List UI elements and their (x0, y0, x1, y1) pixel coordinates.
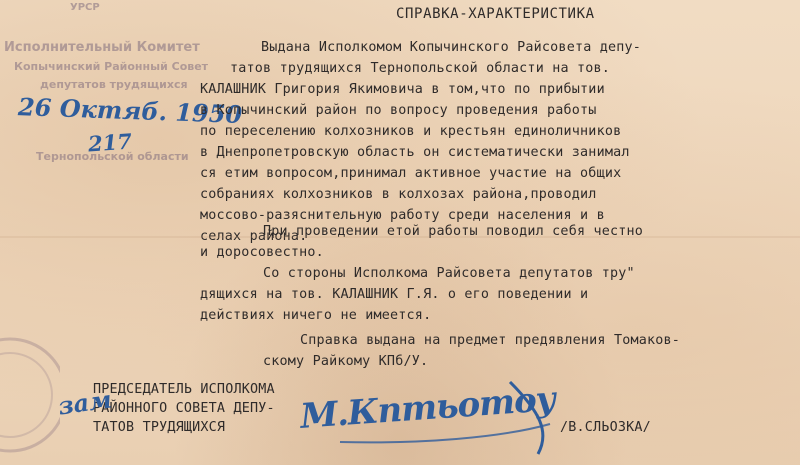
body-line: и доросовестно. (200, 245, 324, 260)
body-line: Со стороны Исполкома Райсовета депутатов тру" (263, 266, 635, 281)
body-line: селах района. (200, 229, 308, 244)
handwritten-number: 217 (87, 128, 133, 157)
body-line: При проведении етой работы поводил себя честно (263, 224, 644, 239)
document-title: СПРАВКА-ХАРАКТЕРИСТИКА (396, 6, 595, 22)
stamp-line: Тернопольской области (36, 150, 189, 163)
signatory-title-line: ПРЕДСЕДАТЕЛЬ ИСПОЛКОМА (93, 382, 275, 397)
stamp-line: депутатов трудящихся (40, 78, 188, 91)
body-line: собраниях колхозников в колхозах района,проводил (200, 187, 597, 202)
body-line: Справка выдана на предмет предявления Томаков- (300, 333, 681, 348)
handwritten-date: 26 Октяб. 1950 (17, 92, 243, 129)
body-line: в Копычинский район по вопросу проведения работы (200, 103, 597, 118)
signatory-title-line: РАЙОННОГО СОВЕТА ДЕПУ- (93, 401, 275, 416)
stamp-line: Исполнительный Комитет (4, 40, 200, 55)
body-line: скому Райкому КПб/У. (263, 354, 429, 369)
signature-flourish-icon (300, 372, 560, 462)
body-line: татов трудящихся Тернопольской области на тов. (230, 61, 611, 76)
body-line: дящихся на тов. КАЛАШНИК Г.Я. о его поведении и (200, 287, 589, 302)
body-line: Выдана Исполкомом Копычинского Райсовета депу- (261, 40, 642, 55)
stamp-line: УРСР (70, 2, 100, 13)
round-stamp-icon (0, 325, 60, 465)
body-line: по переселению колхозников и крестьян единоличников (200, 124, 622, 139)
signatory-name: /В.СЛЬОЗКА/ (560, 420, 651, 435)
paper-fold (0, 236, 800, 238)
body-line: моссово-разяснительную работу среди населения и в (200, 208, 605, 223)
body-line: КАЛАШНИК Григория Якимовича в том,что по прибытии (200, 82, 605, 97)
handwritten-prefix: зам (56, 384, 114, 421)
stamp-line: Копычинский Районный Совет (14, 60, 209, 73)
signature-scrawl: М.Кптьотоу (298, 379, 557, 437)
body-line: ся етим вопросом,принимал активное участие на общих (200, 166, 622, 181)
body-line: действиях ничего не имеется. (200, 308, 432, 323)
signatory-title-line: ТАТОВ ТРУДЯЩИХСЯ (93, 420, 226, 435)
body-line: в Днепропетровскую область он систематически занимал (200, 145, 630, 160)
